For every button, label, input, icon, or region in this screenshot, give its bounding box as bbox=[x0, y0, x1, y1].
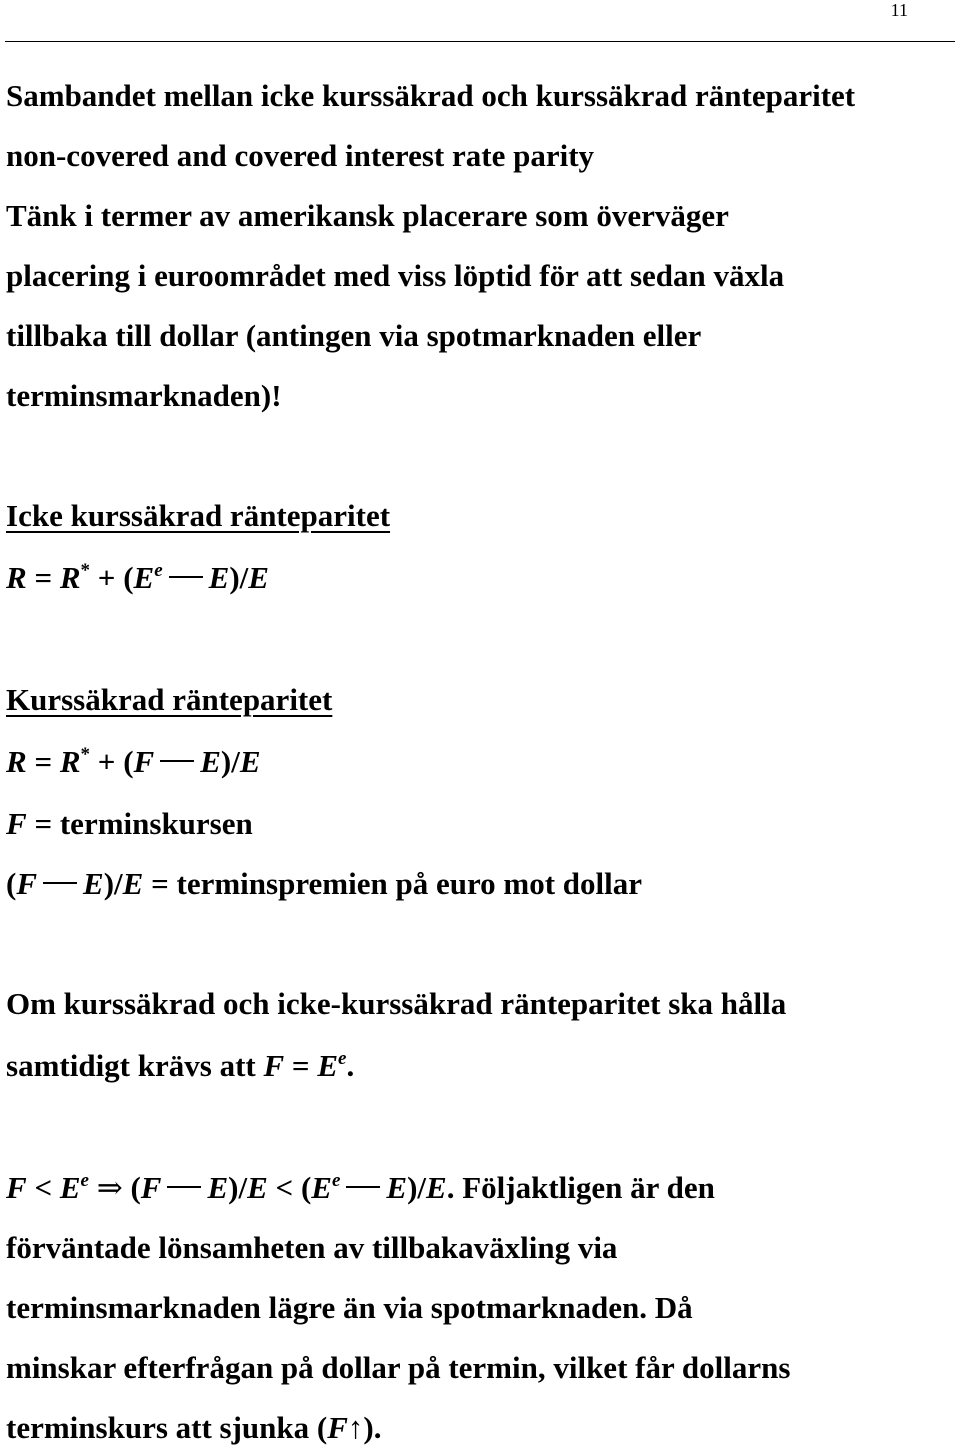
condition-line-2: samtidigt krävs att $F = E^e$. bbox=[6, 1048, 355, 1083]
implies-arrow-icon: ⇒ bbox=[96, 1170, 123, 1205]
header-rule bbox=[5, 41, 955, 42]
covered-parity-formula: R = R* + (F E)/E bbox=[6, 744, 261, 779]
condition-line-2-text: samtidigt krävs att bbox=[6, 1048, 256, 1083]
uncovered-parity-formula: $R = R^* + (E^e$ E)/E bbox=[6, 560, 269, 595]
condition-line-1: Om kurssäkrad och icke-kurssäkrad ränteparitet ska hålla bbox=[6, 986, 787, 1021]
covered-parity-heading: Kurssäkrad ränteparitet bbox=[6, 682, 333, 717]
uncovered-parity-heading: Icke kurssäkrad ränteparitet bbox=[6, 498, 391, 533]
page-number: 11 bbox=[890, 0, 908, 20]
conclusion-line-1: $F < E^e$ ⇒ (F $E)/E < (E^e$ E)/E. Följaktligen är den bbox=[6, 1170, 715, 1205]
forward-premium-definition-text: terminspremien på euro mot dollar bbox=[176, 866, 643, 901]
intro-line-1: Tänk i termer av amerikansk placerare som överväger bbox=[6, 198, 729, 233]
intro-line-4: terminsmarknaden)! bbox=[6, 378, 282, 413]
forward-premium-definition: (F E)/E = terminspremien på euro mot dollar bbox=[6, 866, 643, 901]
section-subheading: non-covered and covered interest rate parity bbox=[6, 138, 595, 173]
conclusion-line-4: minskar efterfrågan på dollar på termin, vilket får dollarns bbox=[6, 1350, 791, 1385]
section-heading: Sambandet mellan icke kurssäkrad och kurssäkrad ränteparitet bbox=[6, 78, 856, 113]
conclusion-line-5-text: terminskurs att sjunka ( bbox=[6, 1410, 328, 1445]
conclusion-line-1-tail: . Följaktligen är den bbox=[446, 1170, 715, 1205]
conclusion-line-5: terminskurs att sjunka (F↑). bbox=[6, 1410, 382, 1445]
intro-line-2: placering i euroområdet med viss löptid för att sedan växla bbox=[6, 258, 785, 293]
up-arrow-icon: ↑ bbox=[347, 1410, 364, 1445]
conclusion-line-2: förväntade lönsamheten av tillbakaväxling via bbox=[6, 1230, 618, 1265]
intro-line-3: tillbaka till dollar (antingen via spotmarknaden eller bbox=[6, 318, 702, 353]
forward-rate-definition: F = terminskursen bbox=[6, 806, 253, 841]
conclusion-line-3: terminsmarknaden lägre än via spotmarknaden. Då bbox=[6, 1290, 693, 1325]
forward-rate-definition-text: terminskursen bbox=[59, 806, 253, 841]
